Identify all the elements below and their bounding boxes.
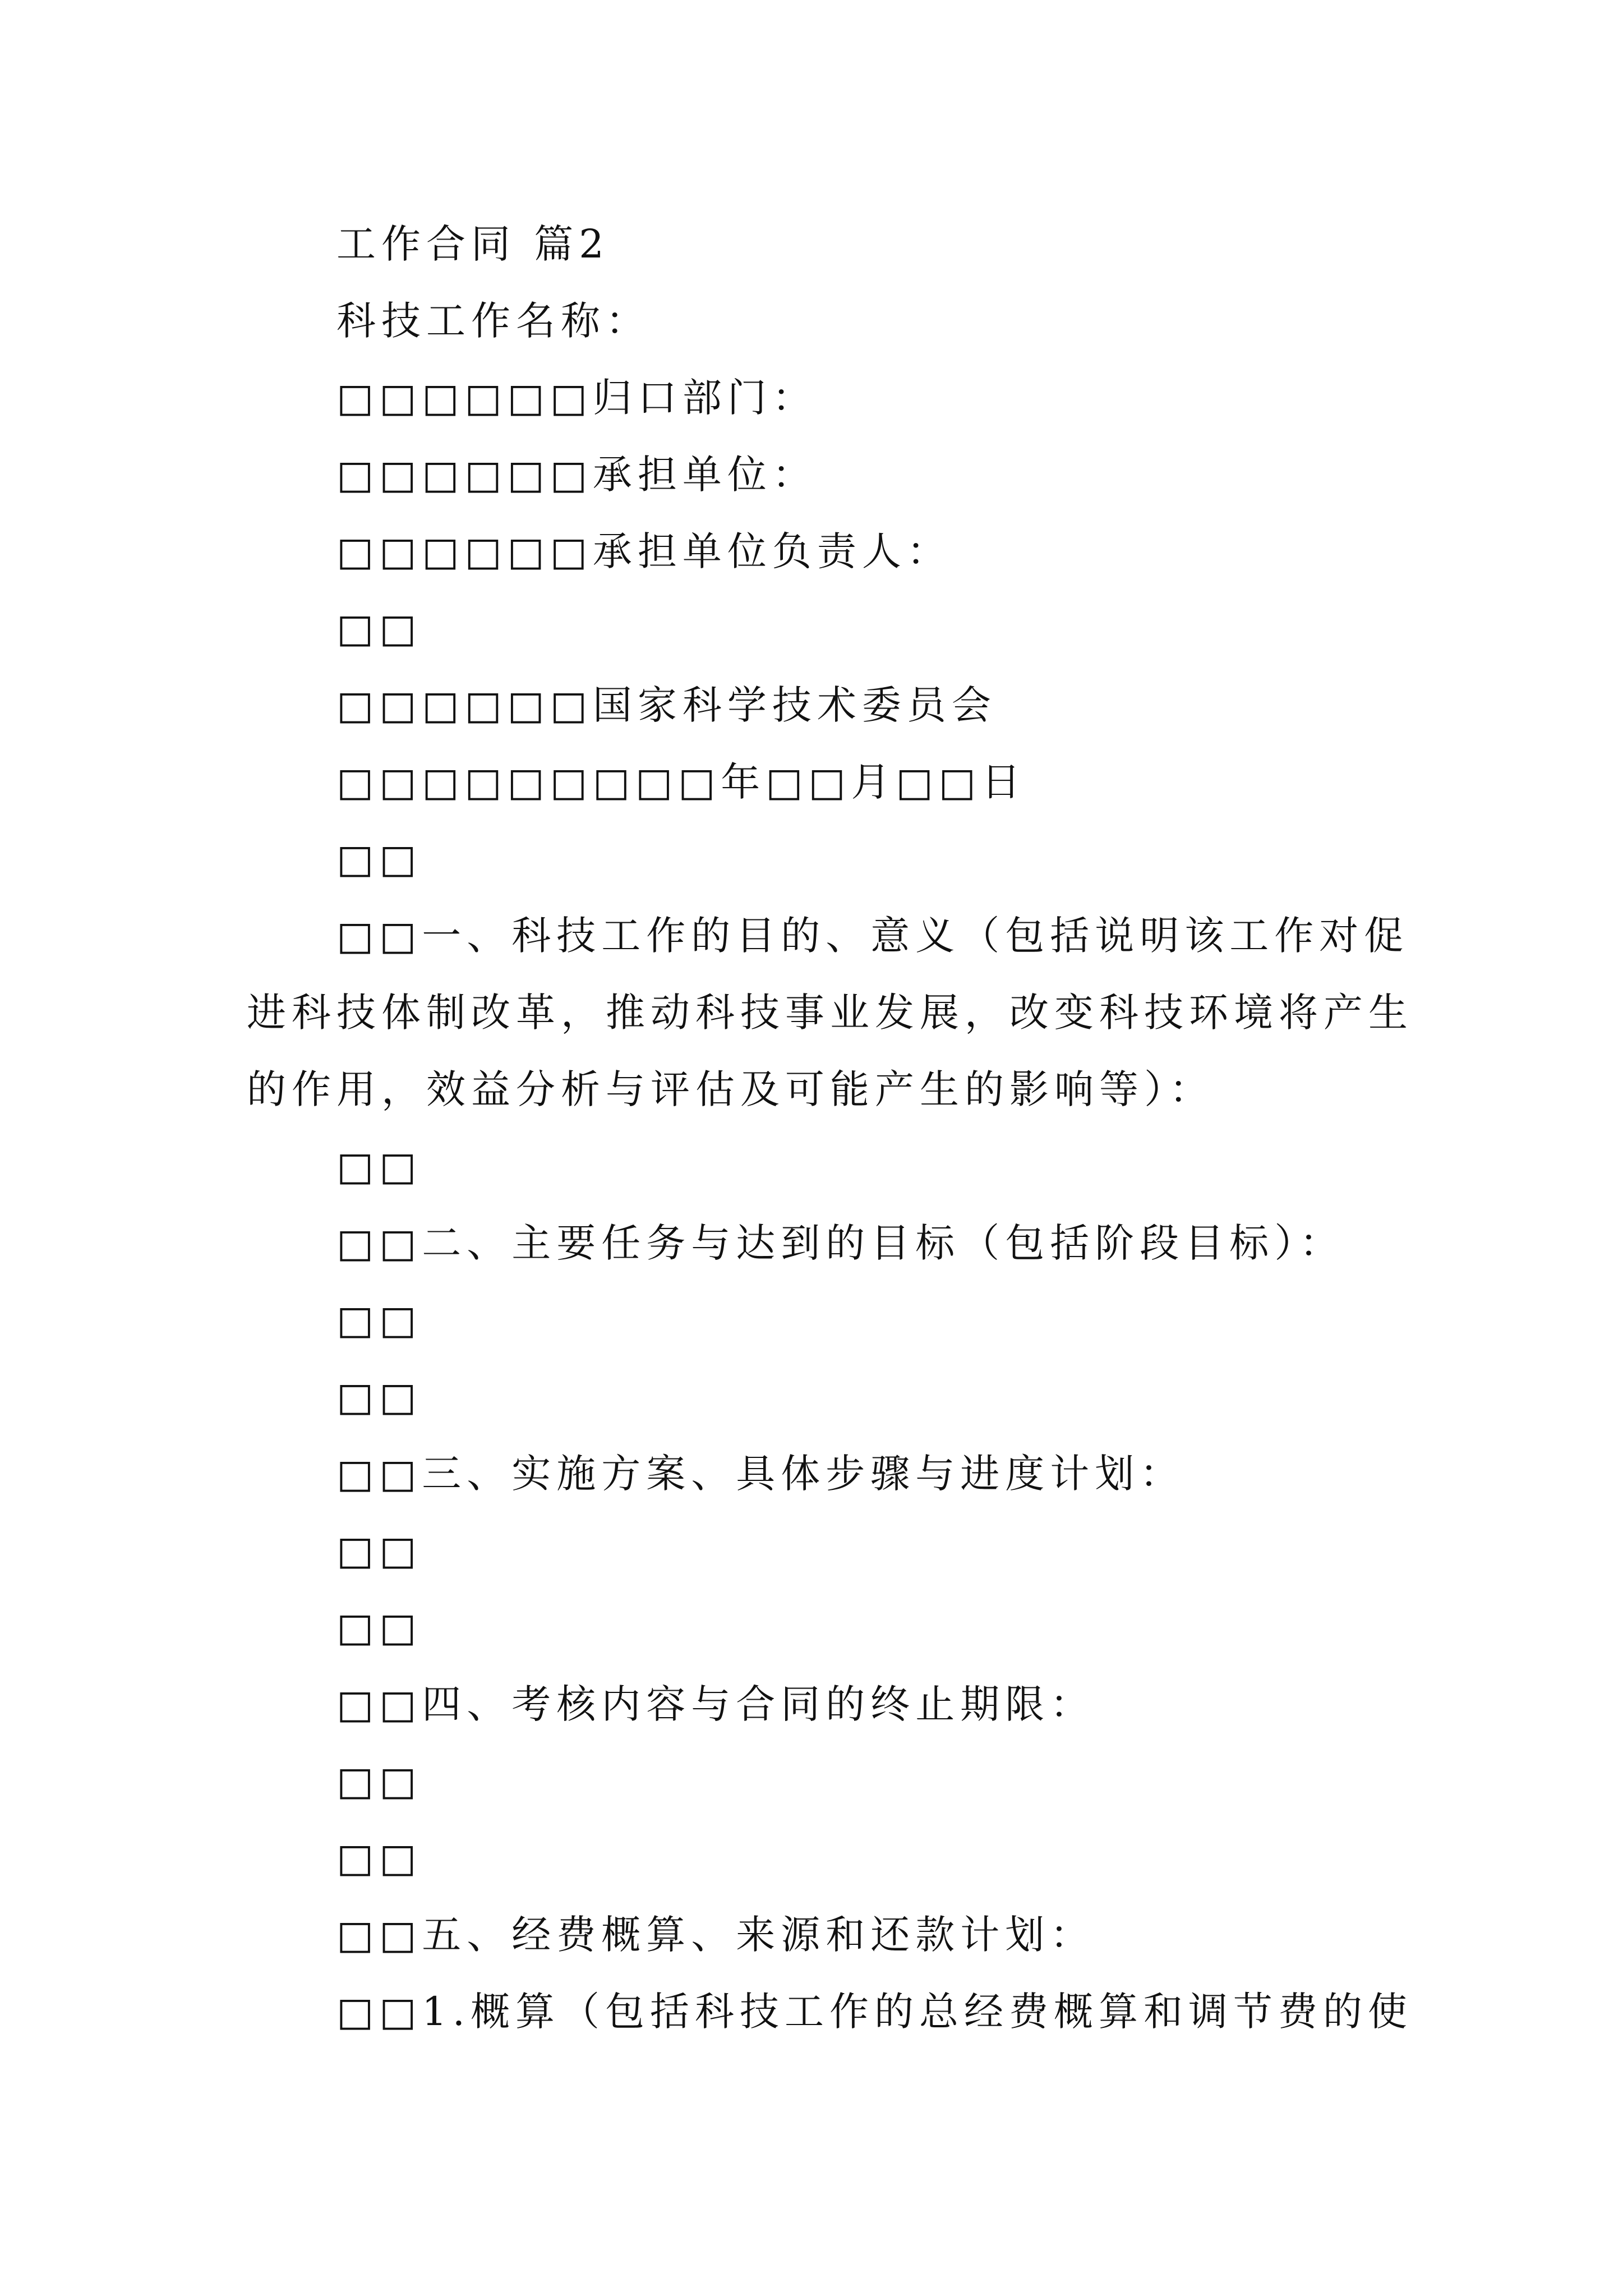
text-line: □□ (336, 1297, 422, 1343)
text-line: □□□□□□□□□年□□月□□日 (336, 759, 1026, 805)
text-line: □□ (336, 1835, 422, 1881)
text-line: □□ (336, 605, 422, 651)
section-heading: □□四、考核内容与合同的终止期限： (336, 1681, 1095, 1727)
text-line: □□ (336, 1604, 422, 1650)
text-line: 的作用，效益分析与评估及可能产生的影响等）： (247, 1066, 1214, 1112)
section-heading: □□一、科技工作的目的、意义（包括说明该工作对促 (336, 913, 1409, 959)
section-heading: □□二、主要任务与达到的目标（包括阶段目标）： (336, 1220, 1345, 1266)
text-line: 进科技体制改革，推动科技事业发展，改变科技环境将产生 (247, 990, 1413, 1036)
text-line: □□□□□□归口部门： (336, 375, 817, 421)
text-line: □□1.概算（包括科技工作的总经费概算和调节费的使 (336, 1989, 1413, 2035)
section-heading: □□五、经费概算、来源和还款计划： (336, 1912, 1095, 1958)
text-line: □□ (336, 1758, 422, 1804)
text-line: □□ (336, 1143, 422, 1189)
section-heading: □□三、实施方案、具体步骤与进度计划： (336, 1451, 1185, 1497)
text-line: □□ (336, 1527, 422, 1573)
text-line: □□□□□□承担单位： (336, 452, 817, 498)
text-line: 科技工作名称： (336, 298, 651, 344)
text-line: □□□□□□承担单位负责人： (336, 528, 952, 574)
text-line: □□ (336, 836, 422, 882)
text-line: □□□□□□国家科学技术委员会 (336, 682, 997, 728)
text-line: □□ (336, 1374, 422, 1420)
document-title: 工作合同 篇2 (336, 221, 610, 267)
